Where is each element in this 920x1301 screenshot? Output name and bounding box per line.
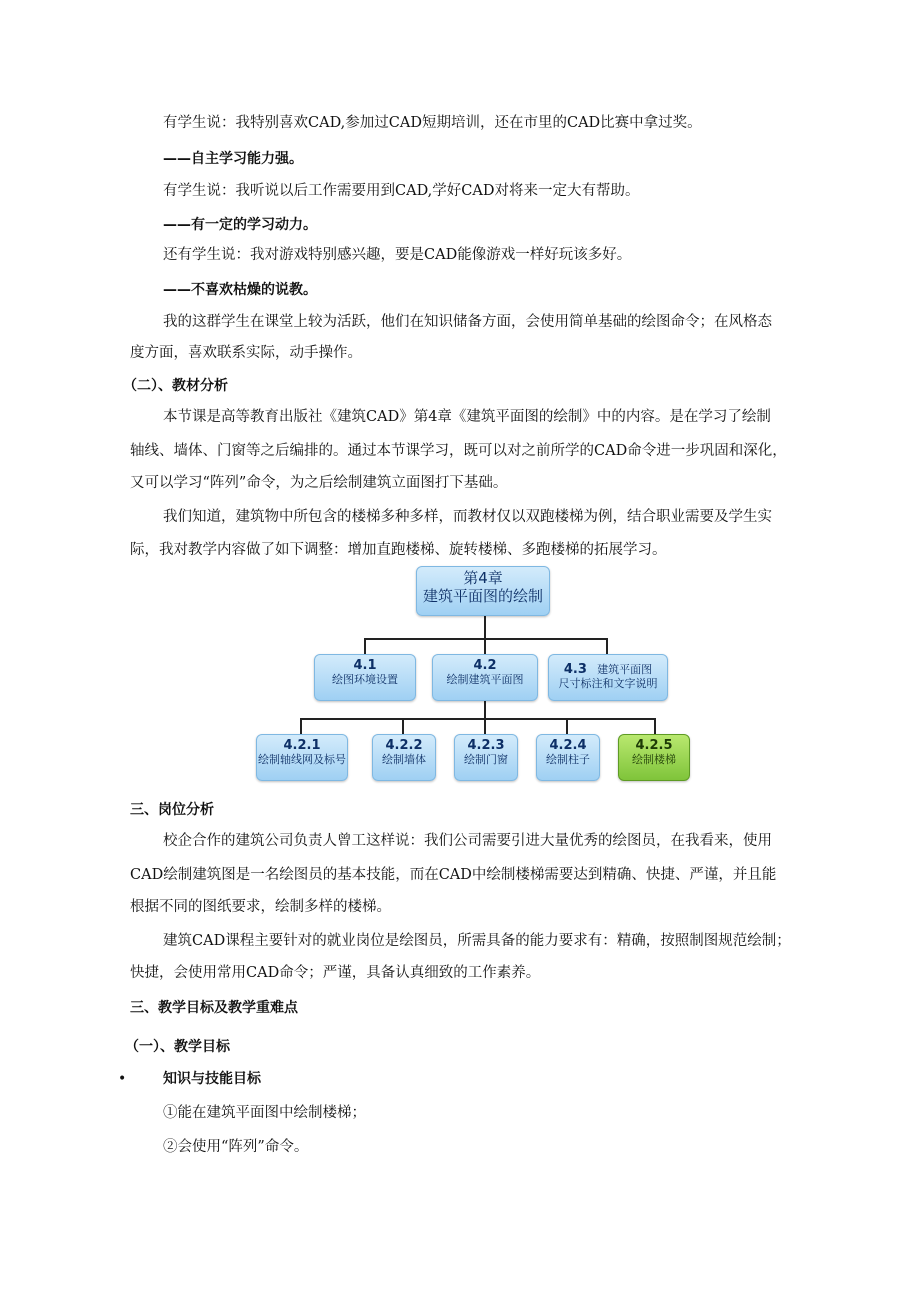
- diagram-node-4-2-5: [618, 734, 690, 781]
- connector-4-2-stem: [484, 698, 486, 718]
- heading-trait-3: ——不喜欢枯燥的说教。: [163, 282, 317, 298]
- section-job-analysis: 三、岗位分析: [130, 802, 214, 818]
- paragraph-job-line2: CAD绘制建筑图是一名绘图员的基本技能，而在CAD中绘制楼梯需要达到精确、快捷、严谨，并且能: [130, 867, 777, 883]
- paragraph-students-line1: 我的这群学生在课堂上较为活跃，他们在知识储备方面，会使用简单基础的绘图命令；在风格态: [163, 314, 772, 330]
- node-label: 绘制轴线网及标号: [258, 753, 346, 766]
- goal-item-2: ②会使用“阵列”命令。: [163, 1139, 309, 1155]
- node-number: 4.2: [473, 658, 497, 673]
- connector-level1-bar: [364, 638, 608, 640]
- paragraph-textbook-line2: 轴线、墙体、门窗等之后编排的。通过本节课学习，既可以对之前所学的CAD命令进一步巩固和深化，: [130, 443, 787, 459]
- node-label: 绘制门窗: [464, 753, 508, 766]
- node-number: 4.2.1: [283, 738, 321, 753]
- paragraph-textbook-line3: 又可以学习“阵列”命令，为之后绘制建筑立面图打下基础。: [130, 475, 508, 491]
- connector-4-2: [484, 638, 486, 654]
- diagram-root-box: [416, 566, 550, 616]
- diagram-node-4-2-4: [536, 734, 600, 781]
- root-title: 第4章: [463, 569, 503, 587]
- connector-4-2-3: [484, 718, 486, 734]
- paragraph-job-line3: 根据不同的图纸要求，绘制多样的楼梯。: [130, 899, 391, 915]
- section-goals-sub: （一）、教学目标: [125, 1039, 230, 1055]
- heading-trait-1: ——自主学习能力强。: [163, 151, 303, 167]
- diagram-node-4-1: [314, 654, 416, 701]
- node-number: 4.2.3: [467, 738, 505, 753]
- goal-category-knowledge: 知识与技能目标: [163, 1071, 261, 1087]
- paragraph-role-line1: 建筑CAD课程主要针对的就业岗位是绘图员，所需具备的能力要求有：精确，按照制图规范绘制；: [163, 933, 791, 949]
- node-number: 4.1: [353, 658, 377, 673]
- paragraph-student-1: 有学生说：我特别喜欢CAD,参加过CAD短期培训，还在市里的CAD比赛中拿过奖。: [163, 115, 702, 131]
- paragraph-role-line2: 快捷，会使用常用CAD命令；严谨，具备认真细致的工作素养。: [130, 965, 541, 981]
- connector-4-2-2: [402, 718, 404, 734]
- connector-4-3: [606, 638, 608, 654]
- chapter-structure-diagram: [250, 562, 720, 784]
- node-number: 4.3: [563, 662, 587, 677]
- connector-4-1: [364, 638, 366, 654]
- paragraph-student-2: 有学生说：我听说以后工作需要用到CAD,学好CAD对将来一定大有帮助。: [163, 183, 640, 199]
- node-label-top: 建筑平面图: [597, 663, 653, 676]
- section-teaching-goals: 三、教学目标及教学重难点: [130, 1000, 298, 1016]
- paragraph-textbook-line1: 本节课是高等教育出版社《建筑CAD》第4章《建筑平面图的绘制》中的内容。是在学习了绘制: [163, 409, 771, 425]
- node-label: 绘图环境设置: [332, 673, 398, 686]
- node-number: 4.2.5: [635, 738, 673, 753]
- section-textbook-analysis: （二）、教材分析: [123, 378, 228, 394]
- root-subtitle: 建筑平面图的绘制: [422, 587, 543, 605]
- diagram-node-4-3: [548, 654, 668, 701]
- node-number: 4.2.4: [549, 738, 587, 753]
- paragraph-adjust-line2: 际，我对教学内容做了如下调整：增加直跑楼梯、旋转楼梯、多跑楼梯的拓展学习。: [130, 542, 667, 558]
- heading-trait-2: ——有一定的学习动力。: [163, 217, 317, 233]
- diagram-node-4-2-1: [256, 734, 348, 781]
- diagram-node-4-2: [432, 654, 538, 701]
- paragraph-adjust-line1: 我们知道，建筑物中所包含的楼梯多种多样，而教材仅以双跑楼梯为例，结合职业需要及学生实: [163, 509, 772, 525]
- diagram-node-4-2-2: [372, 734, 436, 781]
- bullet-icon: •: [118, 1071, 127, 1087]
- connector-level2-bar: [300, 718, 656, 720]
- paragraph-job-line1: 校企合作的建筑公司负责人曾工这样说：我们公司需要引进大量优秀的绘图员，在我看来，使用: [163, 833, 772, 849]
- node-label: 绘制建筑平面图: [446, 673, 524, 686]
- node-label: 绘制柱子: [546, 753, 590, 766]
- goal-item-1: ①能在建筑平面图中绘制楼梯；: [163, 1105, 366, 1121]
- paragraph-students-line2: 度方面，喜欢联系实际，动手操作。: [130, 345, 362, 361]
- node-label: 绘制墙体: [382, 753, 426, 766]
- connector-4-2-5: [654, 718, 656, 734]
- node-number: 4.2.2: [385, 738, 423, 753]
- connector-4-2-4: [566, 718, 568, 734]
- diagram-node-4-2-3: [454, 734, 518, 781]
- connector-root-stem: [484, 614, 486, 638]
- paragraph-student-3: 还有学生说：我对游戏特别感兴趣，要是CAD能像游戏一样好玩该多好。: [163, 247, 632, 263]
- connector-4-2-1: [300, 718, 302, 734]
- node-label: 尺寸标注和文字说明: [558, 677, 658, 690]
- node-label: 绘制楼梯: [632, 753, 676, 766]
